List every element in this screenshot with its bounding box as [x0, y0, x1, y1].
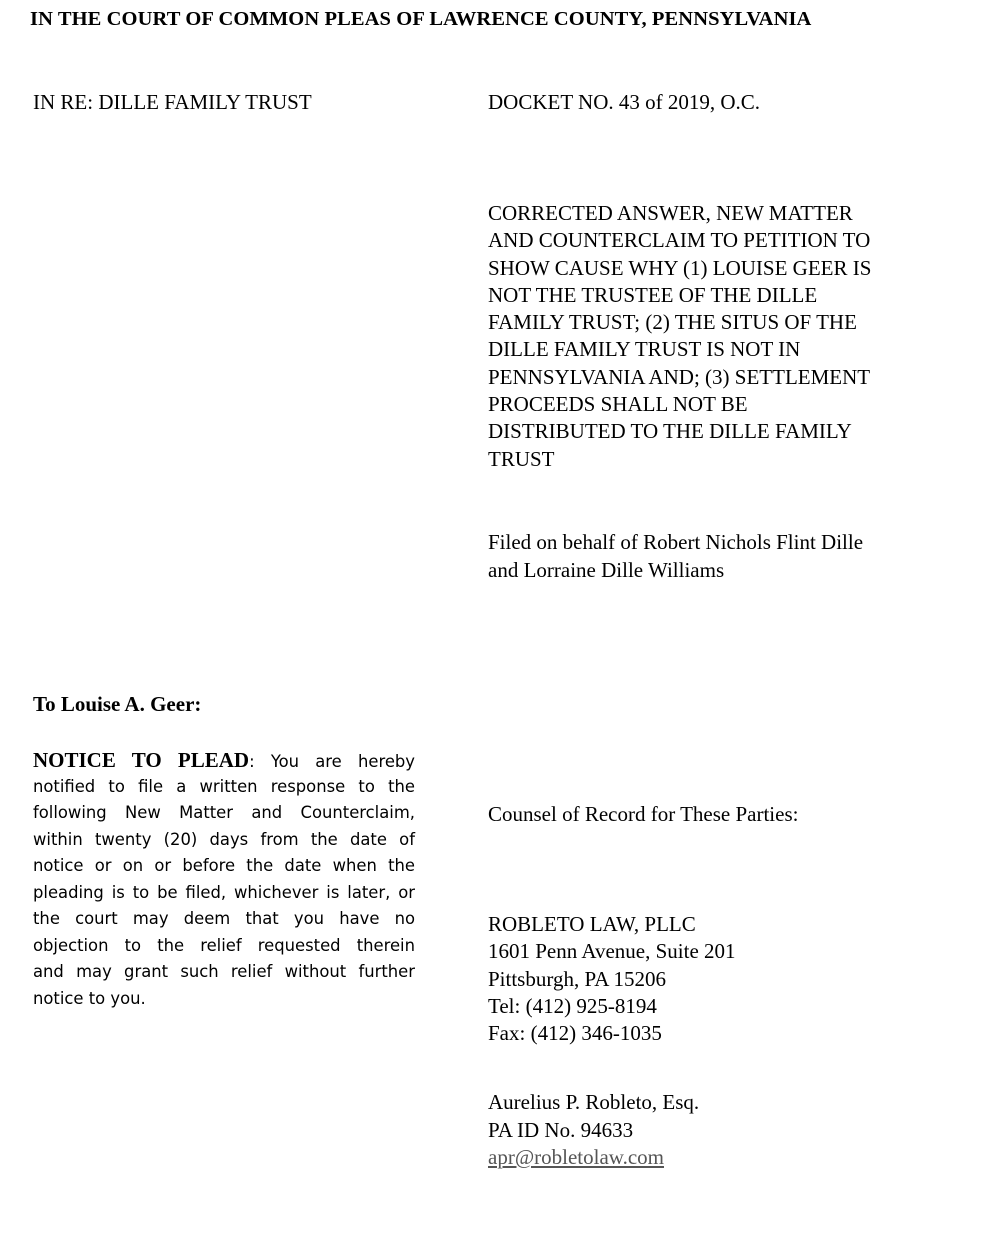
document-title-line: DISTRIBUTED TO THE DILLE FAMILY: [488, 419, 852, 444]
notice-line: and may grant such relief without further: [33, 962, 415, 981]
notice-line: notice or on or before the date when the: [33, 856, 415, 875]
firm-address-line2: Pittsburgh, PA 15206: [488, 966, 666, 991]
filed-on-behalf-line: and Lorraine Dille Williams: [488, 558, 725, 582]
attorney-block: [488, 1089, 699, 1172]
notice-line: objection to the relief requested therein: [33, 935, 415, 955]
notice-line: notice to you.: [33, 988, 146, 1008]
filed-on-behalf-line: Filed on behalf of Robert Nichols Flint Dille: [488, 530, 864, 554]
document-title-line: NOT THE TRUSTEE OF THE DILLE: [488, 282, 818, 307]
notice-line: pleading is to be filed, whichever is later, or: [33, 882, 415, 902]
notice-line: following New Matter and Counterclaim,: [33, 803, 415, 822]
document-title-line: TRUST: [488, 446, 555, 471]
filed-on-behalf: [488, 528, 958, 584]
firm-name: ROBLETO LAW, PLLC: [488, 912, 696, 936]
firm-telephone: Tel: (412) 925-8194: [488, 993, 657, 1018]
notice-line: notified to file a written response to the: [33, 776, 415, 796]
document-title-line: PROCEEDS SHALL NOT BE: [488, 392, 748, 417]
attorney-email-link[interactable]: apr@robletolaw.com: [488, 1145, 664, 1169]
notice-first-line: [33, 747, 415, 774]
court-header: IN THE COURT OF COMMON PLEAS OF LAWRENCE COUNTY, PENNSYLVANIA: [30, 8, 812, 30]
notice-line: within twenty (20) days from the date of: [33, 829, 415, 849]
document-title: [488, 200, 958, 473]
document-title-line: SHOW CAUSE WHY (1) LOUISE GEER IS: [488, 255, 872, 280]
firm-block: [488, 911, 736, 1047]
notice-line: the court may deem that you have no: [33, 909, 415, 928]
attorney-name: Aurelius P. Robleto, Esq.: [488, 1090, 700, 1114]
document-title-line: AND COUNTERCLAIM TO PETITION TO: [488, 228, 871, 253]
notice-to-plead: [33, 747, 415, 1012]
notice-addressee: To Louise A. Geer:: [33, 692, 202, 716]
notice-first-line-text: : You are hereby: [249, 752, 416, 771]
docket-number: DOCKET NO. 43 of 2019, O.C.: [488, 90, 761, 114]
case-caption-in-re: IN RE: DILLE FAMILY TRUST: [33, 90, 312, 114]
document-title-line: PENNSYLVANIA AND; (3) SETTLEMENT: [488, 364, 871, 389]
firm-address-line1: 1601 Penn Avenue, Suite 201: [488, 939, 736, 964]
document-title-line: DILLE FAMILY TRUST IS NOT IN: [488, 337, 801, 362]
notice-heading: NOTICE TO PLEAD: [33, 748, 250, 772]
document-title-line: CORRECTED ANSWER, NEW MATTER: [488, 201, 853, 225]
firm-fax: Fax: (412) 346-1035: [488, 1021, 662, 1046]
counsel-label: Counsel of Record for These Parties:: [488, 802, 799, 826]
attorney-pa-id: PA ID No. 94633: [488, 1117, 634, 1142]
document-title-line: FAMILY TRUST; (2) THE SITUS OF THE: [488, 310, 857, 335]
